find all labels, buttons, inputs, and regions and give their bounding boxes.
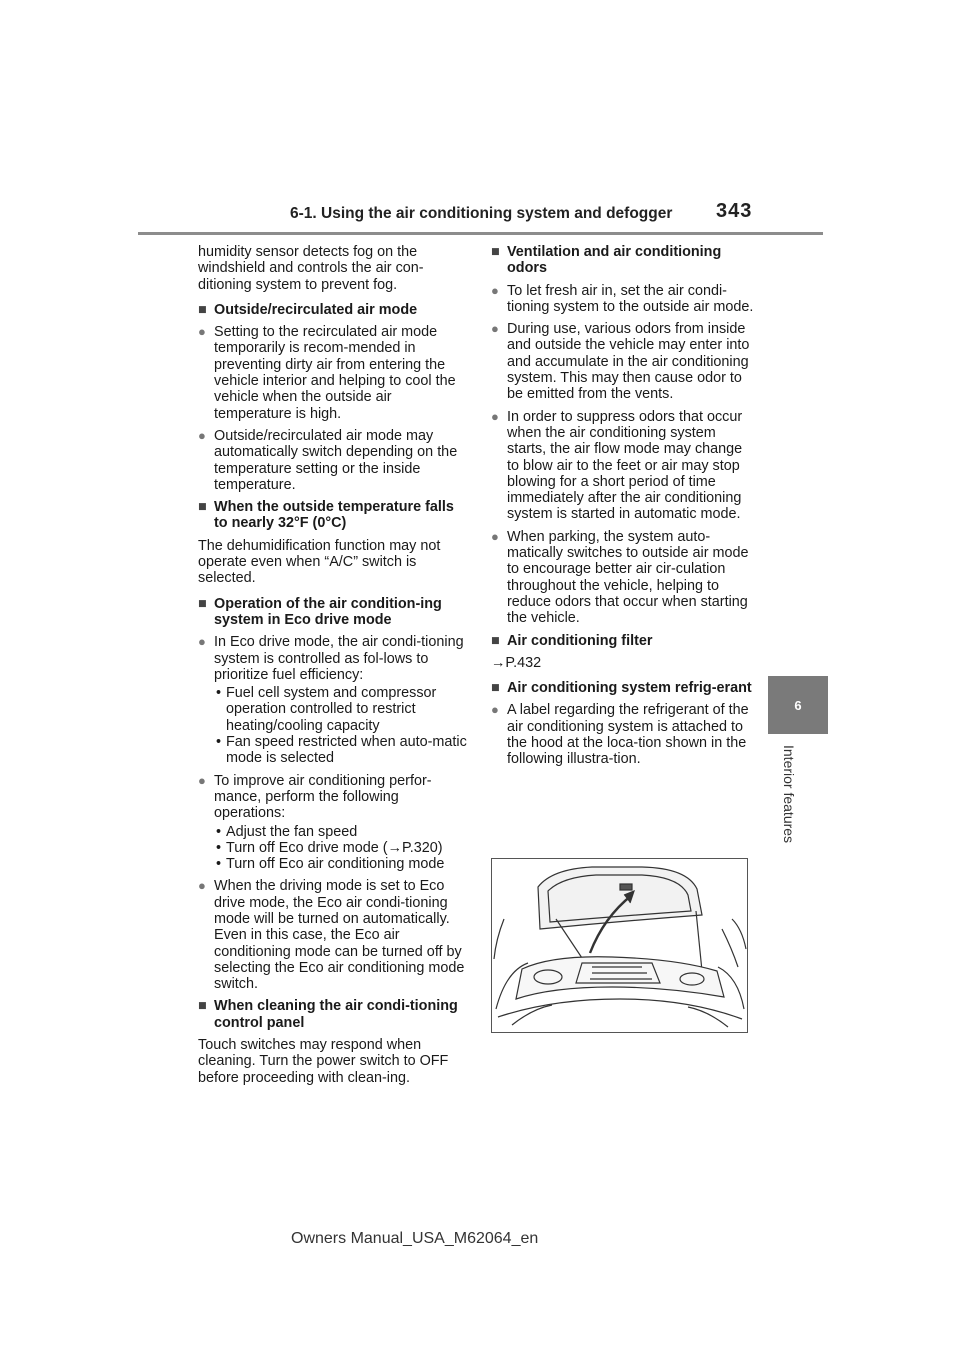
bullet-improve-performance: ● To improve air conditioning perfor-mance, perform the following operations: bbox=[198, 773, 470, 822]
heading-ventilation-odors: ■ Ventilation and air conditioning odors bbox=[491, 244, 755, 277]
bullet-auto-switch: ● Outside/recirculated air mode may automatically switch depending on the temperature setting or the inside temperature. bbox=[198, 428, 470, 493]
list-item: • Adjust the fan speed bbox=[214, 824, 470, 840]
chapter-label: Interior features bbox=[781, 745, 797, 844]
hood-label-illustration bbox=[491, 858, 748, 1033]
heading-outside-recirculated: ■ Outside/recirculated air mode bbox=[198, 302, 470, 318]
bullet-odors-accumulate: ● During use, various odors from inside and outside the vehicle may enter into and accumulate in the air conditioning system. This may then cause odor to be emitted from the vents. bbox=[491, 321, 755, 402]
bullet-eco-ac-auto: ● When the driving mode is set to Eco drive mode, the Eco air condi-tioning mode will be turned on automatically. Even in this case, the Eco air conditioning mode can be turned off by selecting the Eco air conditioning mode switch. bbox=[198, 878, 470, 992]
list-item: • Turn off Eco air conditioning mode bbox=[214, 856, 470, 872]
heading-eco-mode: ■ Operation of the air condition-ing system in Eco drive mode bbox=[198, 596, 470, 629]
list-item: • Fan speed restricted when auto-matic mode is selected bbox=[214, 734, 470, 767]
heading-ac-filter: ■ Air conditioning filter bbox=[491, 633, 755, 649]
heading-outside-temperature: ■ When the outside temperature falls to nearly 32°F (0°C) bbox=[198, 499, 470, 532]
list-item-text: Turn off Eco drive mode ( bbox=[226, 839, 388, 856]
chapter-number: 6 bbox=[794, 697, 802, 713]
paragraph-cleaning: Touch switches may respond when cleaning. Turn the power switch to OFF before proceeding with clean-ing. bbox=[198, 1037, 449, 1086]
page-reference-link[interactable]: P.432 bbox=[505, 654, 542, 671]
right-column bbox=[491, 244, 755, 774]
bullet-refrigerant-label: ● A label regarding the refrigerant of the air conditioning system is attached to the hood at the loca-tion shown in the following illustra-tion. bbox=[491, 702, 755, 767]
heading-cleaning-panel: ■ When cleaning the air condi-tioning control panel bbox=[198, 998, 470, 1031]
list-item: • Fuel cell system and compressor operation controlled to restrict heating/cooling capacity bbox=[214, 685, 470, 734]
paragraph-dehumidification: The dehumidification function may not operate even when “A/C” switch is selected. bbox=[198, 537, 441, 587]
bullet-parking-outside-air: ● When parking, the system auto-matically switches to outside air mode to encourage better air cir-culation throughout the vehicle, helping to reduce odors that occur when starting the vehicle. bbox=[491, 529, 755, 627]
open-hood-drawing bbox=[492, 859, 747, 1032]
arrow-icon: → bbox=[491, 654, 506, 671]
page-reference-link[interactable]: P.320 bbox=[401, 839, 438, 856]
left-column bbox=[198, 244, 470, 1095]
chapter-tab[interactable] bbox=[768, 676, 828, 734]
header-divider bbox=[138, 232, 823, 235]
improve-operations-list bbox=[214, 824, 470, 873]
section-title: 6-1. Using the air conditioning system and defogger bbox=[290, 205, 673, 222]
page-number: 343 bbox=[716, 200, 753, 222]
bullet-eco-control: ● In Eco drive mode, the air condi-tioning system is controlled as fol-lows to prioritize fuel efficiency: bbox=[198, 634, 470, 683]
list-item bbox=[214, 840, 470, 856]
list-item-text: ) bbox=[437, 839, 443, 856]
eco-restrictions-list bbox=[214, 685, 470, 766]
bullet-suppress-odors: ● In order to suppress odors that occur when the air conditioning system starts, the air flow mode may change to blow air to the feet or air may stop blowing for a short period of time immediately after the air conditioning system is started in automatic mode. bbox=[491, 409, 755, 523]
bullet-recirculated-recommend: ● Setting to the recirculated air mode temporarily is recom-mended in preventing dirty air from entering the vehicle interior and helping to cool the vehicle when the outside air temperature is high. bbox=[198, 324, 470, 422]
filter-reference bbox=[491, 655, 755, 671]
bullet-fresh-air: ● To let fresh air in, set the air condi-tioning system to the outside air mode. bbox=[491, 283, 755, 316]
footer-manual-id: Owners Manual_USA_M62064_en bbox=[291, 1230, 539, 1247]
intro-paragraph: humidity sensor detects fog on the windshield and controls the air con-ditioning system to prevent fog. bbox=[198, 244, 424, 293]
arrow-icon: → bbox=[387, 839, 402, 856]
heading-refrigerant: ■ Air conditioning system refrig-erant bbox=[491, 680, 755, 696]
